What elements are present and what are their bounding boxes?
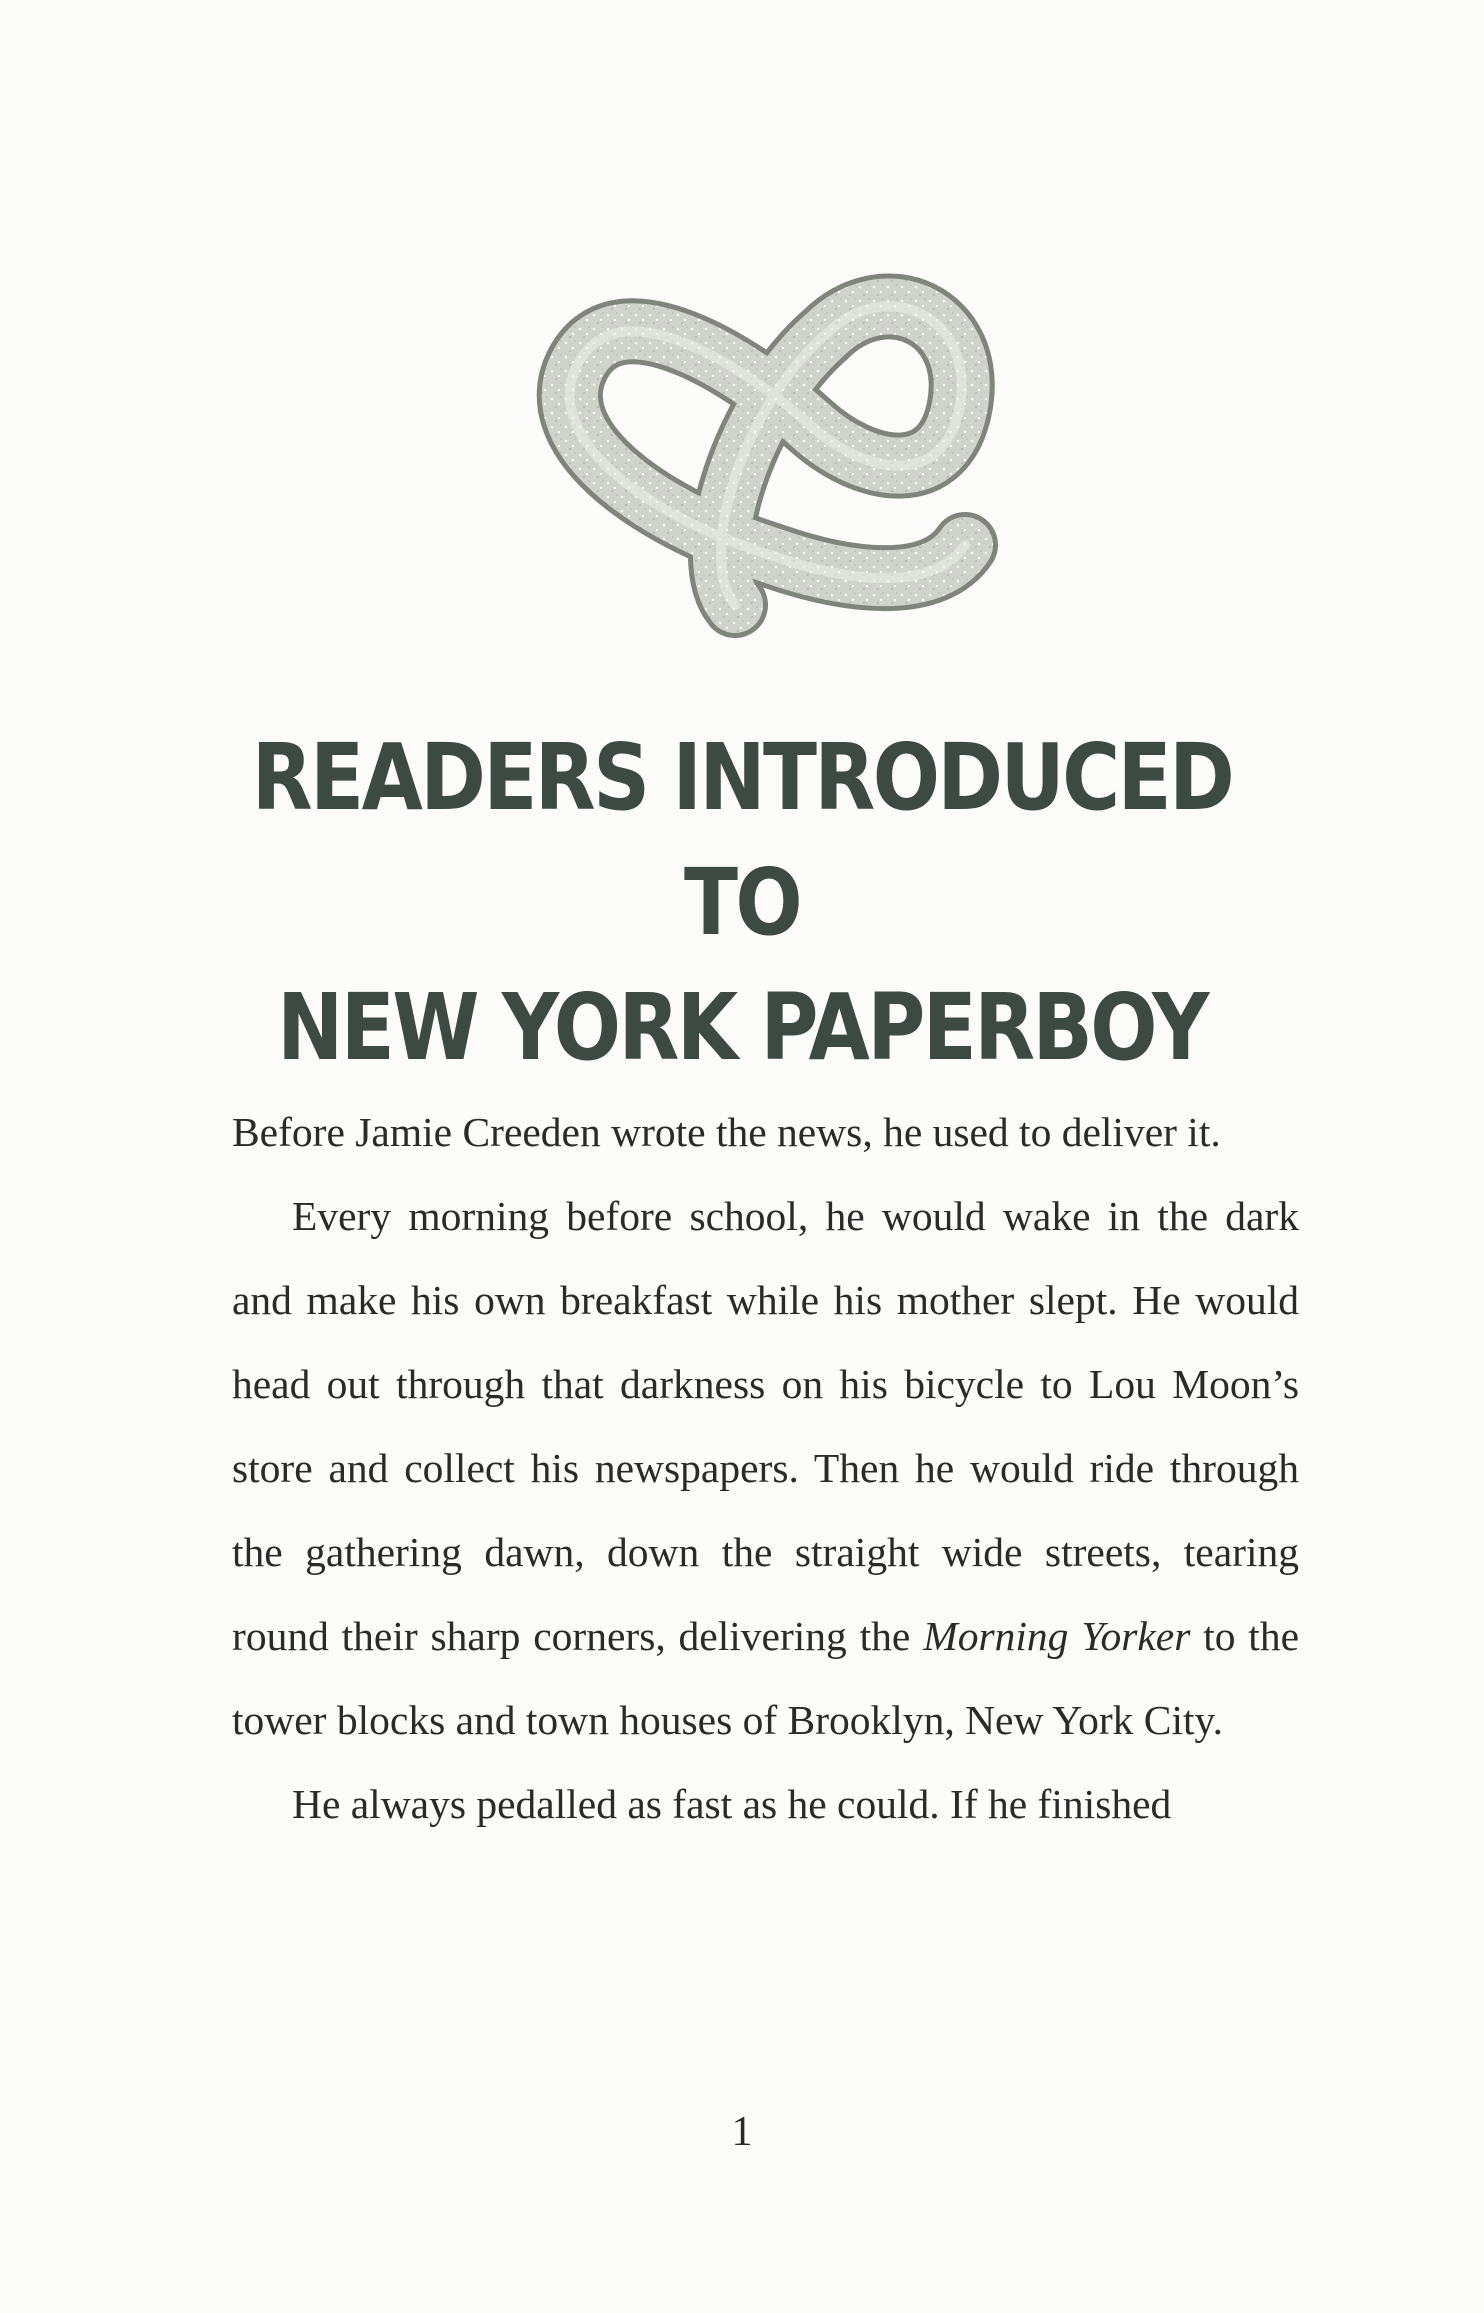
chapter-title-line-1: READERS INTRODUCED TO	[251, 724, 1233, 956]
pretzel-icon	[535, 255, 1005, 675]
page-number: 1	[731, 2109, 753, 2155]
chapter-body	[232, 1090, 1299, 1846]
paragraph-2-text-after: to the tower blocks and town houses of Brooklyn, New York City.	[232, 1613, 1299, 1743]
paragraph-2-text-before: Every morning before school, he would wake in the dark and make his own breakfast while his mother slept. He would head out through that darkness on his bicycle to Lou Moon’s store and collect his newspapers. Then he would ride through the gathering dawn, down the straight wide streets, tearing round their sharp corners, delivering the	[232, 1193, 1299, 1659]
chapter-title	[233, 715, 1251, 1090]
chapter-title-line-2: NEW YORK PAPERBOY	[277, 974, 1207, 1081]
newspaper-title: Morning Yorker	[923, 1613, 1191, 1659]
paragraph-2	[232, 1174, 1299, 1762]
paragraph-1: Before Jamie Creeden wrote the news, he used to deliver it.	[232, 1109, 1221, 1155]
paragraph-3: He always pedalled as fast as he could. If he finished	[292, 1781, 1172, 1827]
